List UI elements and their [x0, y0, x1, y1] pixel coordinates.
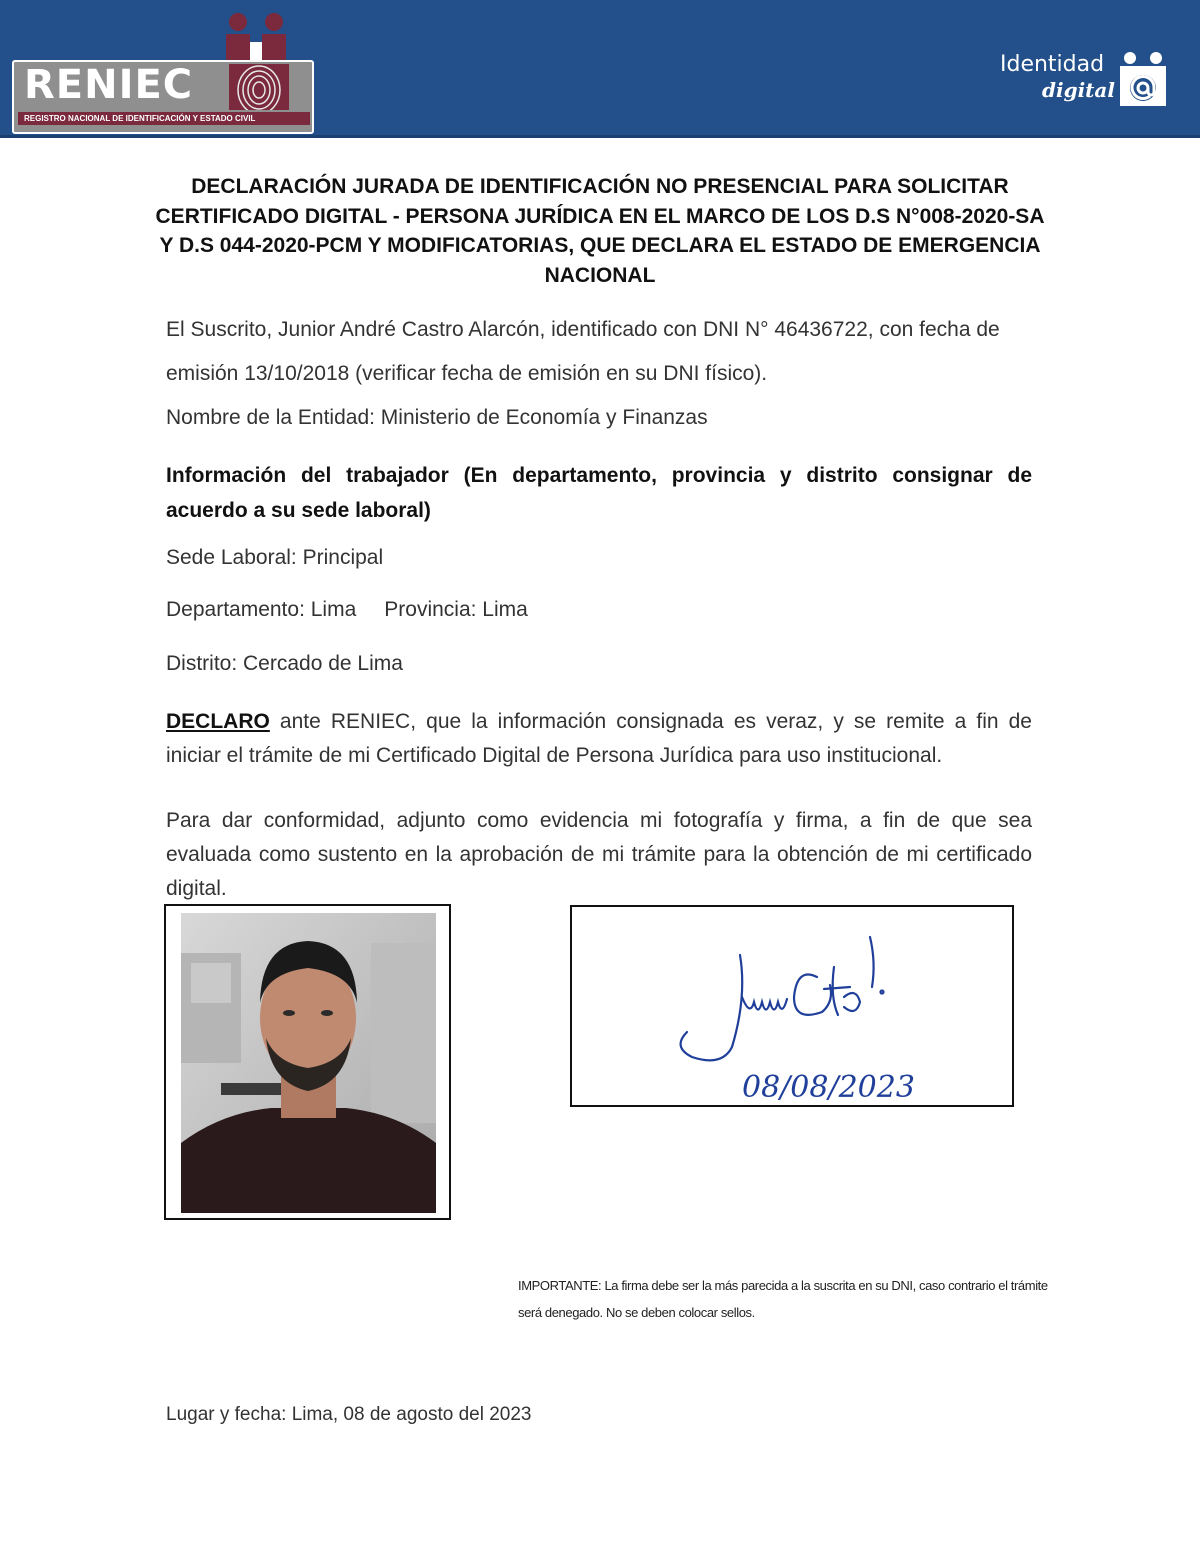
identidad-digital-logo [1000, 44, 1170, 114]
applicant-photo [181, 913, 436, 1213]
signature-box [570, 905, 1014, 1107]
sede-laboral: Sede Laboral: Principal [166, 546, 384, 569]
reniec-plate [12, 60, 314, 134]
departamento: Departamento: Lima [166, 598, 357, 621]
entidad-line: Nombre de la Entidad: Ministerio de Economía y Finanzas [166, 406, 708, 429]
suscrito-line: El Suscrito, Junior André Castro Alarcón, identificado con DNI N° 46436722, con fecha de [166, 318, 1000, 341]
departamento-provincia-line [166, 598, 528, 622]
identidad-text: Identidad [1000, 52, 1105, 77]
identidad-people-at-icon [1118, 48, 1168, 108]
distrito: Distrito: Cercado de Lima [166, 652, 403, 675]
worker-info-heading: Información del trabajador (En departamento, provincia y distrito consignar de acuerdo a su sede laboral) [166, 464, 1032, 522]
handwritten-signature [572, 907, 1012, 1105]
conformidad-paragraph: Para dar conformidad, adjunto como evidencia mi fotografía y firma, a fin de que sea evaluada como sustento en la aprobación de mi trámite para la obtención de mi certificado digital. [166, 809, 1032, 900]
photo-frame [164, 904, 451, 1220]
header-banner [0, 0, 1200, 138]
reniec-figures-icon [8, 8, 308, 68]
portrait-image [181, 913, 436, 1213]
declaro-text: ante RENIEC, que la información consignada es veraz, y se remite a fin de iniciar el trámite de mi Certificado Digital de Persona Jurídica para uso institucional. [166, 710, 1032, 767]
lugar-fecha: Lugar y fecha: Lima, 08 de agosto del 2023 [166, 1404, 532, 1425]
digital-text: digital [1042, 78, 1115, 102]
provincia: Provincia: Lima [384, 598, 528, 621]
reniec-subtitle: REGISTRO NACIONAL DE IDENTIFICACIÓN Y ESTADO CIVIL [18, 112, 310, 125]
reniec-logo [8, 8, 308, 128]
fingerprint-icon [229, 64, 289, 110]
reniec-wordmark: RENIEC [24, 62, 194, 108]
emision-line: emisión 13/10/2018 (verificar fecha de emisión en su DNI físico). [166, 362, 768, 385]
signature-date: 08/08/2023 [742, 1070, 915, 1105]
document-title: DECLARACIÓN JURADA DE IDENTIFICACIÓN NO PRESENCIAL PARA SOLICITAR CERTIFICADO DIGITAL - PERSONA JURÍDICA EN EL MARCO DE LOS D.S N°008-2020-SA Y D.S 044-2020-PCM Y MODIFICATORIAS, QUE DECLARA EL ESTADO DE EMERGENCIA NACIONAL [155, 175, 1045, 287]
declaro-keyword: DECLARO [166, 710, 270, 733]
declaro-paragraph [166, 705, 1032, 773]
important-note: IMPORTANTE: La firma debe ser la más parecida a la suscrita en su DNI, caso contrario el trámite será denegado. No se deben colocar sellos. [518, 1278, 1048, 1320]
